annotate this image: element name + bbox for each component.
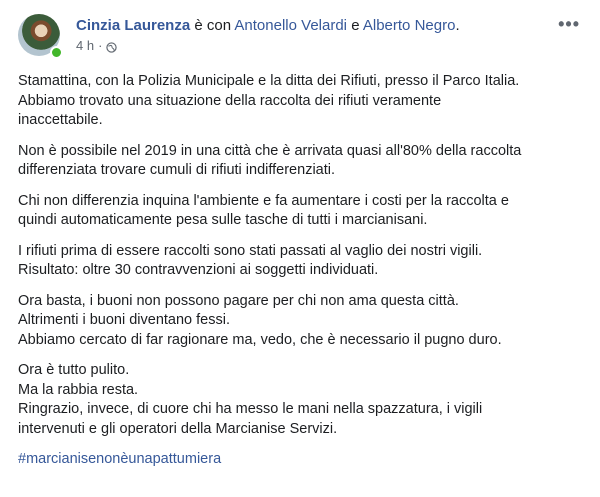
hashtag-paragraph — [18, 450, 584, 470]
post-header — [18, 14, 586, 60]
tagged-user-link[interactable]: Alberto Negro — [362, 17, 456, 34]
hashtag-link[interactable]: #marcianisenonèunapattumiera — [18, 451, 222, 467]
post-paragraph — [18, 72, 584, 131]
post-text-line: intervenuti e gli operatori della Marcianise Servizi. — [18, 420, 338, 437]
post-text-line: Abbiamo cercato di far ragionare ma, vedo, che è necessario il pugno duro. — [18, 331, 502, 348]
tagged-user-link[interactable]: Antonello Velardi — [234, 17, 348, 34]
post-paragraph — [18, 292, 584, 351]
post-text-line: quindi automaticamente pesa sulle tasche di tutti i marcianisani. — [18, 212, 428, 228]
post-author-line — [76, 16, 460, 36]
post-text-line: Ringrazio, invece, di cuore chi ha messo le mani nella spazzatura, i vigili — [18, 401, 483, 417]
post-text-line: differenziata trovare cumuli di rifiuti indifferenziati. — [18, 162, 336, 178]
post-text-line: Ora è tutto pulito. — [18, 362, 130, 378]
more-options-icon[interactable]: ••• — [558, 14, 580, 34]
post-text-line: Ma la rabbia resta. — [18, 381, 139, 398]
post-text-line: inaccettabile. — [18, 112, 103, 128]
with-text: è con — [194, 17, 232, 34]
globe-icon[interactable] — [106, 41, 117, 52]
author-name-link[interactable]: Cinzia Laurenza — [76, 17, 191, 34]
post-text-line: Chi non differenzia inquina l'ambiente e fa aumentare i costi per la raccolta e — [18, 192, 509, 209]
online-status-indicator — [50, 46, 63, 59]
post-text-line: Abbiamo trovato una situazione della raccolta dei rifiuti veramente — [18, 92, 442, 109]
meta-separator: · — [98, 38, 103, 53]
post-meta — [76, 38, 117, 54]
post-paragraph — [18, 242, 584, 281]
post-text-line: Stamattina, con la Polizia Municipale e la ditta dei Rifiuti, presso il Parco Italia. — [18, 73, 520, 89]
post-paragraph — [18, 192, 584, 231]
post-text-line: Non è possibile nel 2019 in una città che è arrivata quasi all'80% della raccolta — [18, 142, 522, 159]
end-punctuation: . — [455, 17, 460, 34]
post-paragraph — [18, 142, 584, 181]
post-timestamp[interactable]: 4 h — [76, 38, 95, 53]
post-text-line: Altrimenti i buoni diventano fessi. — [18, 312, 230, 328]
post-paragraph — [18, 361, 584, 439]
post-text-line: I rifiuti prima di essere raccolti sono stati passati al vaglio dei nostri vigili. — [18, 242, 483, 259]
post-text-line: Ora basta, i buoni non possono pagare per chi non ama questa città. — [18, 292, 459, 309]
post-text-line: Risultato: oltre 30 contravvenzioni ai soggetti individuati. — [18, 262, 379, 278]
post-body — [18, 72, 584, 481]
and-text: e — [351, 17, 360, 34]
